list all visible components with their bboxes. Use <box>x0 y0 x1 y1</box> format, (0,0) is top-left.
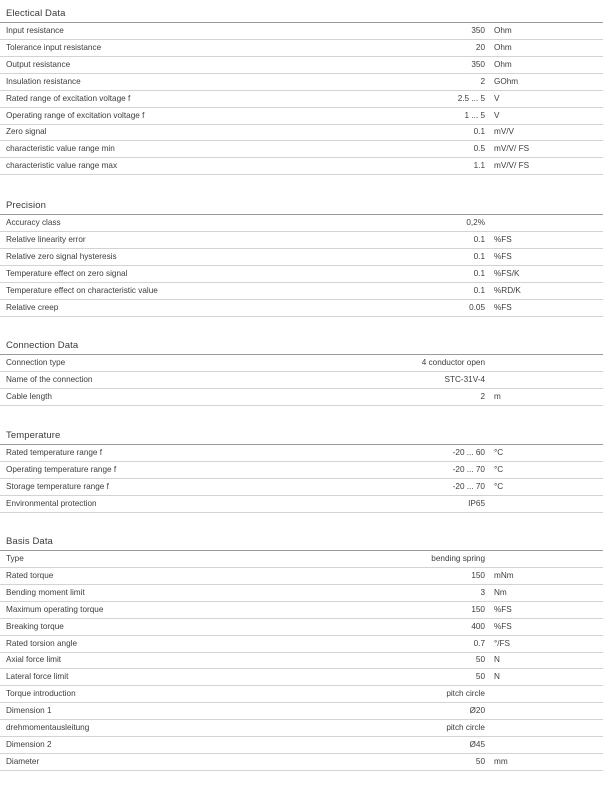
spec-label: Operating range of excitation voltage f <box>6 110 145 120</box>
spec-label: Temperature effect on zero signal <box>6 268 128 278</box>
spec-value: 0.05 <box>469 302 485 312</box>
spec-label: Insulation resistance <box>6 76 81 86</box>
spec-value: 4 conductor open <box>421 358 485 367</box>
spec-value: 0,2% <box>466 218 485 227</box>
spec-label: Bending moment limit <box>6 587 85 597</box>
spec-row <box>0 250 603 266</box>
section-divider <box>0 550 603 551</box>
spec-value: 1 ... 5 <box>464 110 485 120</box>
spec-unit: %FS <box>494 251 512 261</box>
spec-label: Environmental protection <box>6 498 97 508</box>
spec-label: Name of the connection <box>6 374 93 384</box>
spec-label: characteristic value range min <box>6 144 115 154</box>
section-title-electical-data: Electical Data <box>6 8 66 19</box>
spec-unit: mV/V/ FS <box>494 161 530 171</box>
spec-label: Breaking torque <box>6 621 64 631</box>
spec-row <box>0 24 603 40</box>
spec-unit: GOhm <box>494 76 519 86</box>
spec-row <box>0 92 603 108</box>
spec-unit: mV/V <box>494 127 515 137</box>
section-divider <box>0 444 603 445</box>
spec-label: Relative linearity error <box>6 234 86 244</box>
spec-unit: Nm <box>494 587 507 597</box>
section-title-precision: Precision <box>6 200 46 211</box>
spec-value: Ø45 <box>469 739 485 749</box>
spec-value: 0.1 <box>473 127 485 137</box>
spec-value: 0.1 <box>473 234 485 244</box>
spec-row <box>0 373 603 389</box>
spec-label: Rated range of excitation voltage f <box>6 93 131 103</box>
spec-row <box>0 58 603 74</box>
spec-value: -20 ... 60 <box>452 448 485 457</box>
spec-unit: %RD/K <box>494 285 521 295</box>
spec-row <box>0 41 603 57</box>
spec-value: 0.7 <box>473 638 485 648</box>
spec-row <box>0 755 603 771</box>
spec-value: bending spring <box>431 554 485 563</box>
spec-label: Output resistance <box>6 59 71 69</box>
spec-row <box>0 480 603 496</box>
spec-label: Operating temperature range f <box>6 464 117 474</box>
spec-label: Type <box>6 554 24 563</box>
spec-unit: %FS <box>494 302 512 312</box>
spec-row <box>0 687 603 703</box>
section-title-temperature: Temperature <box>6 430 61 441</box>
spec-label: Relative zero signal hysteresis <box>6 251 117 261</box>
spec-value: 350 <box>471 26 485 35</box>
spec-value: 50 <box>475 756 485 766</box>
section-divider <box>0 354 603 355</box>
spec-label: drehmomentausleitung <box>6 723 90 732</box>
spec-unit: mm <box>494 756 508 766</box>
spec-label: Zero signal <box>6 127 47 137</box>
spec-unit: %FS <box>494 234 512 244</box>
spec-value: 0.5 <box>473 144 485 154</box>
spec-row <box>0 267 603 283</box>
spec-label: Storage temperature range f <box>6 481 109 491</box>
spec-label: Temperature effect on characteristic value <box>6 285 158 295</box>
section-divider <box>0 22 603 23</box>
spec-unit: N <box>494 672 500 682</box>
spec-value: 3 <box>480 587 485 597</box>
spec-row <box>0 142 603 158</box>
spec-value: 2 <box>480 76 485 86</box>
spec-unit: mV/V/ FS <box>494 144 530 154</box>
spec-label: Relative creep <box>6 302 59 312</box>
spec-value: 150 <box>471 604 485 614</box>
spec-row <box>0 301 603 317</box>
spec-label: Dimension 2 <box>6 739 52 749</box>
spec-row <box>0 586 603 602</box>
section-title-basis-data: Basis Data <box>6 536 53 547</box>
spec-value: -20 ... 70 <box>452 481 485 491</box>
spec-value: 350 <box>471 59 485 69</box>
spec-label: characteristic value range max <box>6 161 118 171</box>
spec-value: STC-31V-4 <box>444 374 485 384</box>
spec-unit: Ohm <box>494 59 512 69</box>
spec-label: Dimension 1 <box>6 706 52 716</box>
spec-unit: °C <box>494 481 504 491</box>
spec-value: IP65 <box>468 498 485 508</box>
spec-row <box>0 284 603 300</box>
spec-value: 150 <box>471 570 485 580</box>
spec-label: Tolerance input resistance <box>6 42 102 52</box>
spec-row <box>0 463 603 479</box>
spec-value: 0.1 <box>473 251 485 261</box>
spec-value: pitch circle <box>446 723 485 732</box>
spec-row <box>0 721 603 737</box>
spec-unit: V <box>494 93 500 103</box>
spec-unit: %FS/K <box>494 268 520 278</box>
spec-value: pitch circle <box>446 689 485 699</box>
spec-row <box>0 552 603 568</box>
spec-row <box>0 653 603 669</box>
spec-unit: %FS <box>494 621 512 631</box>
spec-label: Rated torsion angle <box>6 638 78 648</box>
spec-unit: Ohm <box>494 26 512 35</box>
spec-value: 0.1 <box>473 285 485 295</box>
spec-row <box>0 569 603 585</box>
spec-label: Maximum operating torque <box>6 604 104 614</box>
spec-row <box>0 704 603 720</box>
spec-row <box>0 216 603 232</box>
spec-label: Lateral force limit <box>6 672 69 682</box>
spec-value: 400 <box>471 621 485 631</box>
spec-row <box>0 603 603 619</box>
spec-unit: %FS <box>494 604 512 614</box>
spec-label: Axial force limit <box>6 655 62 665</box>
section-divider <box>0 214 603 215</box>
spec-label: Diameter <box>6 756 40 766</box>
spec-row <box>0 125 603 141</box>
spec-row <box>0 738 603 754</box>
spec-value: 1.1 <box>473 161 485 171</box>
spec-unit: N <box>494 655 500 665</box>
spec-row <box>0 670 603 686</box>
spec-value: Ø20 <box>469 706 485 716</box>
spec-row <box>0 75 603 91</box>
spec-value: 50 <box>475 655 485 665</box>
spec-row <box>0 109 603 125</box>
spec-value: 50 <box>475 672 485 682</box>
spec-value: -20 ... 70 <box>452 464 485 474</box>
spec-unit: Ohm <box>494 42 512 52</box>
spec-label: Rated torque <box>6 570 54 580</box>
spec-label: Accuracy class <box>6 218 61 227</box>
spec-unit: V <box>494 110 500 120</box>
spec-row <box>0 356 603 372</box>
spec-label: Torque introduction <box>6 689 76 699</box>
spec-unit: m <box>494 391 501 401</box>
spec-label: Connection type <box>6 358 66 367</box>
section-title-connection-data: Connection Data <box>6 340 79 351</box>
spec-row <box>0 637 603 653</box>
spec-value: 0.1 <box>473 268 485 278</box>
spec-label: Input resistance <box>6 26 64 35</box>
spec-unit: °C <box>494 464 504 474</box>
spec-row <box>0 446 603 462</box>
spec-unit: °C <box>494 448 504 457</box>
spec-unit: mNm <box>494 570 514 580</box>
spec-row <box>0 390 603 406</box>
spec-label: Cable length <box>6 391 52 401</box>
spec-value: 20 <box>475 42 485 52</box>
spec-value: 2.5 ... 5 <box>457 93 485 103</box>
spec-unit: °/FS <box>494 638 511 648</box>
spec-row <box>0 233 603 249</box>
spec-value: 2 <box>480 391 485 401</box>
spec-row <box>0 620 603 636</box>
spec-row <box>0 159 603 175</box>
spec-label: Rated temperature range f <box>6 448 103 457</box>
spec-row <box>0 497 603 513</box>
